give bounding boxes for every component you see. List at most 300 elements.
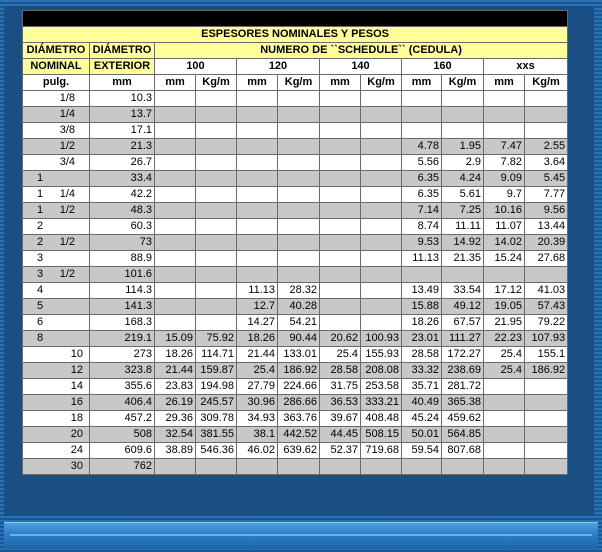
thickness-mm-cell xyxy=(320,267,361,283)
table-row xyxy=(23,155,568,171)
thickness-mm-cell xyxy=(155,219,196,235)
table-row xyxy=(23,171,568,187)
thickness-mm-cell xyxy=(237,139,278,155)
thickness-mm-cell xyxy=(402,107,442,123)
nominal-fraction: 1/8 xyxy=(59,92,75,104)
nominal-inches: 3 xyxy=(37,252,44,264)
exterior-diameter-cell: 219.1 xyxy=(90,331,155,347)
weight-kgm-cell xyxy=(278,171,320,187)
weight-kgm-cell: 442.52 xyxy=(278,427,320,443)
exterior-diameter-cell: 10.3 xyxy=(90,91,155,107)
thickness-mm-cell: 50.01 xyxy=(402,427,442,443)
thickness-mm-cell xyxy=(484,123,525,139)
nominal-inches: 1 xyxy=(37,188,44,200)
weight-kgm-cell: 5.61 xyxy=(442,187,484,203)
table-row xyxy=(23,203,568,219)
weight-kgm-cell xyxy=(278,251,320,267)
thickness-mm-cell xyxy=(155,267,196,283)
weight-kgm-cell xyxy=(525,91,568,107)
schedule-header-160: 160 xyxy=(402,59,484,75)
weight-kgm-cell xyxy=(196,283,237,299)
thickness-mm-cell xyxy=(320,187,361,203)
thickness-mm-cell: 25.4 xyxy=(484,347,525,363)
table-row xyxy=(23,427,568,443)
unit-kgm: Kg/m xyxy=(196,75,237,91)
thickness-mm-cell xyxy=(402,459,442,475)
thickness-mm-cell: 19.05 xyxy=(484,299,525,315)
nominal-inches: 4 xyxy=(37,284,44,296)
thickness-mm-cell: 44.45 xyxy=(320,427,361,443)
thickness-mm-cell xyxy=(155,459,196,475)
weight-kgm-cell xyxy=(525,267,568,283)
exterior-diameter-cell: 42.2 xyxy=(90,187,155,203)
bottom-bar-line xyxy=(10,534,592,536)
thickness-mm-cell: 27.79 xyxy=(237,379,278,395)
thickness-mm-cell xyxy=(155,91,196,107)
table-subtitle: ESPESORES NOMINALES Y PESOS xyxy=(23,27,568,43)
thickness-mm-cell: 11.07 xyxy=(484,219,525,235)
exterior-diameter-cell: 88.9 xyxy=(90,251,155,267)
thickness-mm-cell: 25.4 xyxy=(237,363,278,379)
thickness-mm-cell xyxy=(484,107,525,123)
nominal-inches: 2 xyxy=(37,236,44,248)
nominal-diameter-cell xyxy=(23,459,90,475)
weight-kgm-cell: 27.68 xyxy=(525,251,568,267)
thickness-mm-cell xyxy=(237,203,278,219)
thickness-mm-cell xyxy=(484,267,525,283)
thickness-mm-cell: 7.47 xyxy=(484,139,525,155)
thickness-mm-cell: 7.14 xyxy=(402,203,442,219)
weight-kgm-cell xyxy=(442,91,484,107)
thickness-mm-cell xyxy=(237,91,278,107)
nominal-diameter-cell xyxy=(23,331,90,347)
header-diam-exterior-2: EXTERIOR xyxy=(90,59,155,75)
thickness-mm-cell xyxy=(484,427,525,443)
thickness-mm-cell xyxy=(320,123,361,139)
weight-kgm-cell: 1.95 xyxy=(442,139,484,155)
thickness-mm-cell xyxy=(320,235,361,251)
exterior-diameter-cell: 48.3 xyxy=(90,203,155,219)
nominal-inches: 8 xyxy=(37,332,44,344)
nominal-inches: 5 xyxy=(37,300,44,312)
exterior-diameter-cell: 26.7 xyxy=(90,155,155,171)
exterior-diameter-cell: 168.3 xyxy=(90,315,155,331)
thickness-mm-cell: 15.24 xyxy=(484,251,525,267)
nominal-fraction: 3/4 xyxy=(59,156,75,168)
weight-kgm-cell: 114.71 xyxy=(196,347,237,363)
thickness-mm-cell: 14.27 xyxy=(237,315,278,331)
thickness-mm-cell xyxy=(484,443,525,459)
weight-kgm-cell xyxy=(196,123,237,139)
weight-kgm-cell xyxy=(361,267,402,283)
weight-kgm-cell: 719.68 xyxy=(361,443,402,459)
weight-kgm-cell xyxy=(196,299,237,315)
weight-kgm-cell xyxy=(361,139,402,155)
thickness-mm-cell: 4.78 xyxy=(402,139,442,155)
thickness-mm-cell: 32.54 xyxy=(155,427,196,443)
table-row xyxy=(23,331,568,347)
schedule-header-120: 120 xyxy=(237,59,320,75)
thickness-mm-cell xyxy=(237,107,278,123)
weight-kgm-cell: 28.32 xyxy=(278,283,320,299)
weight-kgm-cell: 79.22 xyxy=(525,315,568,331)
weight-kgm-cell xyxy=(361,171,402,187)
thickness-mm-cell: 13.49 xyxy=(402,283,442,299)
thickness-mm-cell: 9.53 xyxy=(402,235,442,251)
thickness-mm-cell: 33.32 xyxy=(402,363,442,379)
weight-kgm-cell: 459.62 xyxy=(442,411,484,427)
nominal-diameter-cell xyxy=(23,107,90,123)
thickness-mm-cell xyxy=(320,219,361,235)
weight-kgm-cell: 172.27 xyxy=(442,347,484,363)
weight-kgm-cell xyxy=(442,459,484,475)
thickness-mm-cell xyxy=(155,251,196,267)
weight-kgm-cell: 333.21 xyxy=(361,395,402,411)
thickness-mm-cell: 45.24 xyxy=(402,411,442,427)
thickness-mm-cell: 25.4 xyxy=(320,347,361,363)
thickness-mm-cell xyxy=(320,91,361,107)
nominal-diameter-cell xyxy=(23,443,90,459)
weight-kgm-cell: 363.76 xyxy=(278,411,320,427)
nominal-diameter-cell xyxy=(23,187,90,203)
weight-kgm-cell: 381.55 xyxy=(196,427,237,443)
thickness-mm-cell: 11.13 xyxy=(237,283,278,299)
exterior-diameter-cell: 13.7 xyxy=(90,107,155,123)
exterior-diameter-cell: 17.1 xyxy=(90,123,155,139)
nominal-diameter-cell xyxy=(23,203,90,219)
weight-kgm-cell: 100.93 xyxy=(361,331,402,347)
schedule-header-xxs: xxs xyxy=(484,59,568,75)
weight-kgm-cell: 194.98 xyxy=(196,379,237,395)
weight-kgm-cell: 7.77 xyxy=(525,187,568,203)
weight-kgm-cell xyxy=(361,91,402,107)
thickness-mm-cell: 38.89 xyxy=(155,443,196,459)
thickness-mm-cell xyxy=(155,203,196,219)
bottom-bar xyxy=(4,522,598,549)
weight-kgm-cell: 111.27 xyxy=(442,331,484,347)
table-row xyxy=(23,235,568,251)
weight-kgm-cell xyxy=(442,267,484,283)
weight-kgm-cell: 2.55 xyxy=(525,139,568,155)
nominal-inches: 30 xyxy=(70,460,83,472)
weight-kgm-cell xyxy=(525,443,568,459)
weight-kgm-cell: 564.85 xyxy=(442,427,484,443)
thickness-mm-cell: 34.93 xyxy=(237,411,278,427)
weight-kgm-cell xyxy=(278,139,320,155)
weight-kgm-cell: 224.66 xyxy=(278,379,320,395)
nominal-fraction: 1/2 xyxy=(59,236,75,248)
weight-kgm-cell: 245.57 xyxy=(196,395,237,411)
weight-kgm-cell: 365.38 xyxy=(442,395,484,411)
weight-kgm-cell xyxy=(361,155,402,171)
weight-kgm-cell xyxy=(196,459,237,475)
weight-kgm-cell: 208.08 xyxy=(361,363,402,379)
thickness-mm-cell xyxy=(320,171,361,187)
table-row xyxy=(23,411,568,427)
thickness-mm-cell xyxy=(237,459,278,475)
nominal-inches: 10 xyxy=(70,348,83,360)
thickness-mm-cell xyxy=(155,283,196,299)
unit-kgm: Kg/m xyxy=(525,75,568,91)
weight-kgm-cell xyxy=(361,203,402,219)
nominal-diameter-cell xyxy=(23,235,90,251)
table-row xyxy=(23,267,568,283)
weight-kgm-cell xyxy=(525,427,568,443)
nominal-inches: 1 xyxy=(37,172,44,184)
thickness-mm-cell xyxy=(155,235,196,251)
thickness-mm-cell xyxy=(484,379,525,395)
thickness-mm-cell: 18.26 xyxy=(155,347,196,363)
thickness-mm-cell: 12.7 xyxy=(237,299,278,315)
nominal-diameter-cell xyxy=(23,267,90,283)
thickness-mm-cell xyxy=(320,283,361,299)
weight-kgm-cell xyxy=(196,235,237,251)
thickness-mm-cell: 21.95 xyxy=(484,315,525,331)
weight-kgm-cell xyxy=(442,123,484,139)
thickness-mm-cell xyxy=(320,107,361,123)
table-row xyxy=(23,299,568,315)
nominal-diameter-cell xyxy=(23,379,90,395)
thickness-mm-cell: 35.71 xyxy=(402,379,442,395)
thickness-mm-cell xyxy=(155,171,196,187)
header-diam-nominal-1: DIÁMETRO xyxy=(23,43,90,59)
weight-kgm-cell xyxy=(196,315,237,331)
nominal-diameter-cell xyxy=(23,363,90,379)
weight-kgm-cell xyxy=(361,315,402,331)
nominal-fraction: 1/4 xyxy=(59,188,75,200)
weight-kgm-cell xyxy=(525,411,568,427)
thickness-mm-cell xyxy=(402,123,442,139)
weight-kgm-cell xyxy=(278,107,320,123)
unit-nominal: pulg. xyxy=(23,75,90,91)
header-diam-nominal-2: NOMINAL xyxy=(23,59,90,75)
exterior-diameter-cell: 73 xyxy=(90,235,155,251)
weight-kgm-cell xyxy=(196,251,237,267)
nominal-diameter-cell xyxy=(23,91,90,107)
table-row xyxy=(23,459,568,475)
weight-kgm-cell xyxy=(361,219,402,235)
weight-kgm-cell xyxy=(361,187,402,203)
weight-kgm-cell: 9.56 xyxy=(525,203,568,219)
weight-kgm-cell: 107.93 xyxy=(525,331,568,347)
table-row xyxy=(23,123,568,139)
unit-kgm: Kg/m xyxy=(278,75,320,91)
weight-kgm-cell xyxy=(278,219,320,235)
table-row xyxy=(23,395,568,411)
nominal-fraction: 1/4 xyxy=(59,108,75,120)
nominal-inches: 12 xyxy=(70,364,83,376)
weight-kgm-cell: 186.92 xyxy=(525,363,568,379)
thickness-mm-cell xyxy=(484,411,525,427)
nominal-fraction: 1/2 xyxy=(59,268,75,280)
weight-kgm-cell xyxy=(196,91,237,107)
weight-kgm-cell: 4.24 xyxy=(442,171,484,187)
thickness-mm-cell: 5.56 xyxy=(402,155,442,171)
thickness-mm-cell xyxy=(320,315,361,331)
table-row xyxy=(23,187,568,203)
weight-kgm-cell: 7.25 xyxy=(442,203,484,219)
unit-mm: mm xyxy=(155,75,196,91)
exterior-diameter-cell: 508 xyxy=(90,427,155,443)
thickness-mm-cell: 59.54 xyxy=(402,443,442,459)
nominal-inches: 18 xyxy=(70,412,83,424)
thickness-mm-cell xyxy=(237,123,278,139)
weight-kgm-cell: 286.66 xyxy=(278,395,320,411)
thickness-mm-cell: 52.37 xyxy=(320,443,361,459)
weight-kgm-cell: 309.78 xyxy=(196,411,237,427)
weight-kgm-cell xyxy=(525,123,568,139)
thickness-mm-cell xyxy=(484,459,525,475)
weight-kgm-cell xyxy=(361,459,402,475)
thickness-mm-cell: 23.01 xyxy=(402,331,442,347)
thickness-mm-cell xyxy=(155,187,196,203)
thickness-mm-cell xyxy=(320,299,361,315)
weight-kgm-cell: 41.03 xyxy=(525,283,568,299)
nominal-diameter-cell xyxy=(23,155,90,171)
nominal-fraction: 1/2 xyxy=(59,204,75,216)
weight-kgm-cell xyxy=(361,235,402,251)
nominal-diameter-cell xyxy=(23,299,90,315)
table-row xyxy=(23,379,568,395)
unit-kgm: Kg/m xyxy=(361,75,402,91)
weight-kgm-cell: 155.93 xyxy=(361,347,402,363)
thickness-mm-cell: 26.19 xyxy=(155,395,196,411)
weight-kgm-cell: 159.87 xyxy=(196,363,237,379)
weight-kgm-cell xyxy=(196,171,237,187)
weight-kgm-cell xyxy=(196,155,237,171)
thickness-mm-cell xyxy=(237,155,278,171)
weight-kgm-cell: 14.92 xyxy=(442,235,484,251)
weight-kgm-cell xyxy=(278,235,320,251)
exterior-diameter-cell: 60.3 xyxy=(90,219,155,235)
thickness-mm-cell: 25.4 xyxy=(484,363,525,379)
exterior-diameter-cell: 762 xyxy=(90,459,155,475)
thickness-mm-cell: 9.7 xyxy=(484,187,525,203)
table-title: DIMENSIONES Y PESOS TEÓRICOS - TUBOS ASTM A-53 (mas comunes) xyxy=(23,11,568,27)
nominal-inches: 16 xyxy=(70,396,83,408)
nominal-diameter-cell xyxy=(23,347,90,363)
weight-kgm-cell xyxy=(278,459,320,475)
thickness-mm-cell xyxy=(320,459,361,475)
nominal-diameter-cell xyxy=(23,315,90,331)
thickness-mm-cell xyxy=(155,299,196,315)
weight-kgm-cell: 54.21 xyxy=(278,315,320,331)
table-row xyxy=(23,139,568,155)
thickness-mm-cell xyxy=(155,155,196,171)
thickness-mm-cell xyxy=(155,123,196,139)
thickness-mm-cell: 10.16 xyxy=(484,203,525,219)
weight-kgm-cell xyxy=(278,155,320,171)
thickness-mm-cell xyxy=(402,91,442,107)
nominal-inches: 24 xyxy=(70,444,83,456)
weight-kgm-cell xyxy=(525,395,568,411)
thickness-mm-cell xyxy=(320,251,361,267)
weight-kgm-cell: 11.11 xyxy=(442,219,484,235)
exterior-diameter-cell: 355.6 xyxy=(90,379,155,395)
thickness-mm-cell xyxy=(484,91,525,107)
thickness-mm-cell: 46.02 xyxy=(237,443,278,459)
weight-kgm-cell: 639.62 xyxy=(278,443,320,459)
thickness-mm-cell: 40.49 xyxy=(402,395,442,411)
thickness-mm-cell: 15.88 xyxy=(402,299,442,315)
table-row xyxy=(23,315,568,331)
weight-kgm-cell xyxy=(525,459,568,475)
nominal-inches: 6 xyxy=(37,316,44,328)
weight-kgm-cell xyxy=(361,123,402,139)
thickness-mm-cell: 8.74 xyxy=(402,219,442,235)
thickness-mm-cell: 9.09 xyxy=(484,171,525,187)
weight-kgm-cell: 57.43 xyxy=(525,299,568,315)
exterior-diameter-cell: 273 xyxy=(90,347,155,363)
thickness-mm-cell xyxy=(237,251,278,267)
nominal-fraction: 1/2 xyxy=(59,140,75,152)
thickness-mm-cell: 30.96 xyxy=(237,395,278,411)
nominal-diameter-cell xyxy=(23,219,90,235)
table-row xyxy=(23,91,568,107)
exterior-diameter-cell: 406.4 xyxy=(90,395,155,411)
thickness-mm-cell: 38.1 xyxy=(237,427,278,443)
nominal-diameter-cell xyxy=(23,283,90,299)
weight-kgm-cell: 20.39 xyxy=(525,235,568,251)
weight-kgm-cell: 67.57 xyxy=(442,315,484,331)
weight-kgm-cell xyxy=(278,203,320,219)
thickness-mm-cell: 17.12 xyxy=(484,283,525,299)
nominal-inches: 14 xyxy=(70,380,83,392)
weight-kgm-cell: 238.69 xyxy=(442,363,484,379)
thickness-mm-cell: 39.67 xyxy=(320,411,361,427)
weight-kgm-cell: 3.64 xyxy=(525,155,568,171)
weight-kgm-cell: 5.45 xyxy=(525,171,568,187)
thickness-mm-cell: 28.58 xyxy=(402,347,442,363)
thickness-mm-cell: 22.23 xyxy=(484,331,525,347)
exterior-diameter-cell: 609.6 xyxy=(90,443,155,459)
nominal-diameter-cell xyxy=(23,251,90,267)
weight-kgm-cell: 33.54 xyxy=(442,283,484,299)
nominal-fraction: 3/8 xyxy=(59,124,75,136)
weight-kgm-cell xyxy=(196,187,237,203)
weight-kgm-cell: 508.15 xyxy=(361,427,402,443)
schedule-header-100: 100 xyxy=(155,59,237,75)
thickness-mm-cell xyxy=(320,203,361,219)
nominal-diameter-cell xyxy=(23,123,90,139)
table-row xyxy=(23,363,568,379)
weight-kgm-cell: 90.44 xyxy=(278,331,320,347)
table-row xyxy=(23,443,568,459)
thickness-mm-cell: 7.82 xyxy=(484,155,525,171)
thickness-mm-cell: 14.02 xyxy=(484,235,525,251)
weight-kgm-cell xyxy=(361,283,402,299)
table-row xyxy=(23,347,568,363)
weight-kgm-cell: 13.44 xyxy=(525,219,568,235)
thickness-mm-cell xyxy=(484,395,525,411)
thickness-mm-cell xyxy=(320,155,361,171)
nominal-diameter-cell xyxy=(23,411,90,427)
nominal-inches: 3 xyxy=(37,268,44,280)
table-row xyxy=(23,107,568,123)
weight-kgm-cell: 253.58 xyxy=(361,379,402,395)
thickness-mm-cell xyxy=(155,139,196,155)
nominal-diameter-cell xyxy=(23,139,90,155)
thickness-mm-cell: 31.75 xyxy=(320,379,361,395)
header-schedule: NUMERO DE ``SCHEDULE`` (CEDULA) xyxy=(155,43,568,59)
nominal-inches: 20 xyxy=(70,428,83,440)
weight-kgm-cell xyxy=(196,107,237,123)
unit-exterior: mm xyxy=(90,75,155,91)
schedule-header-140: 140 xyxy=(320,59,402,75)
thickness-mm-cell: 21.44 xyxy=(237,347,278,363)
thickness-mm-cell: 36.53 xyxy=(320,395,361,411)
weight-kgm-cell: 155.1 xyxy=(525,347,568,363)
